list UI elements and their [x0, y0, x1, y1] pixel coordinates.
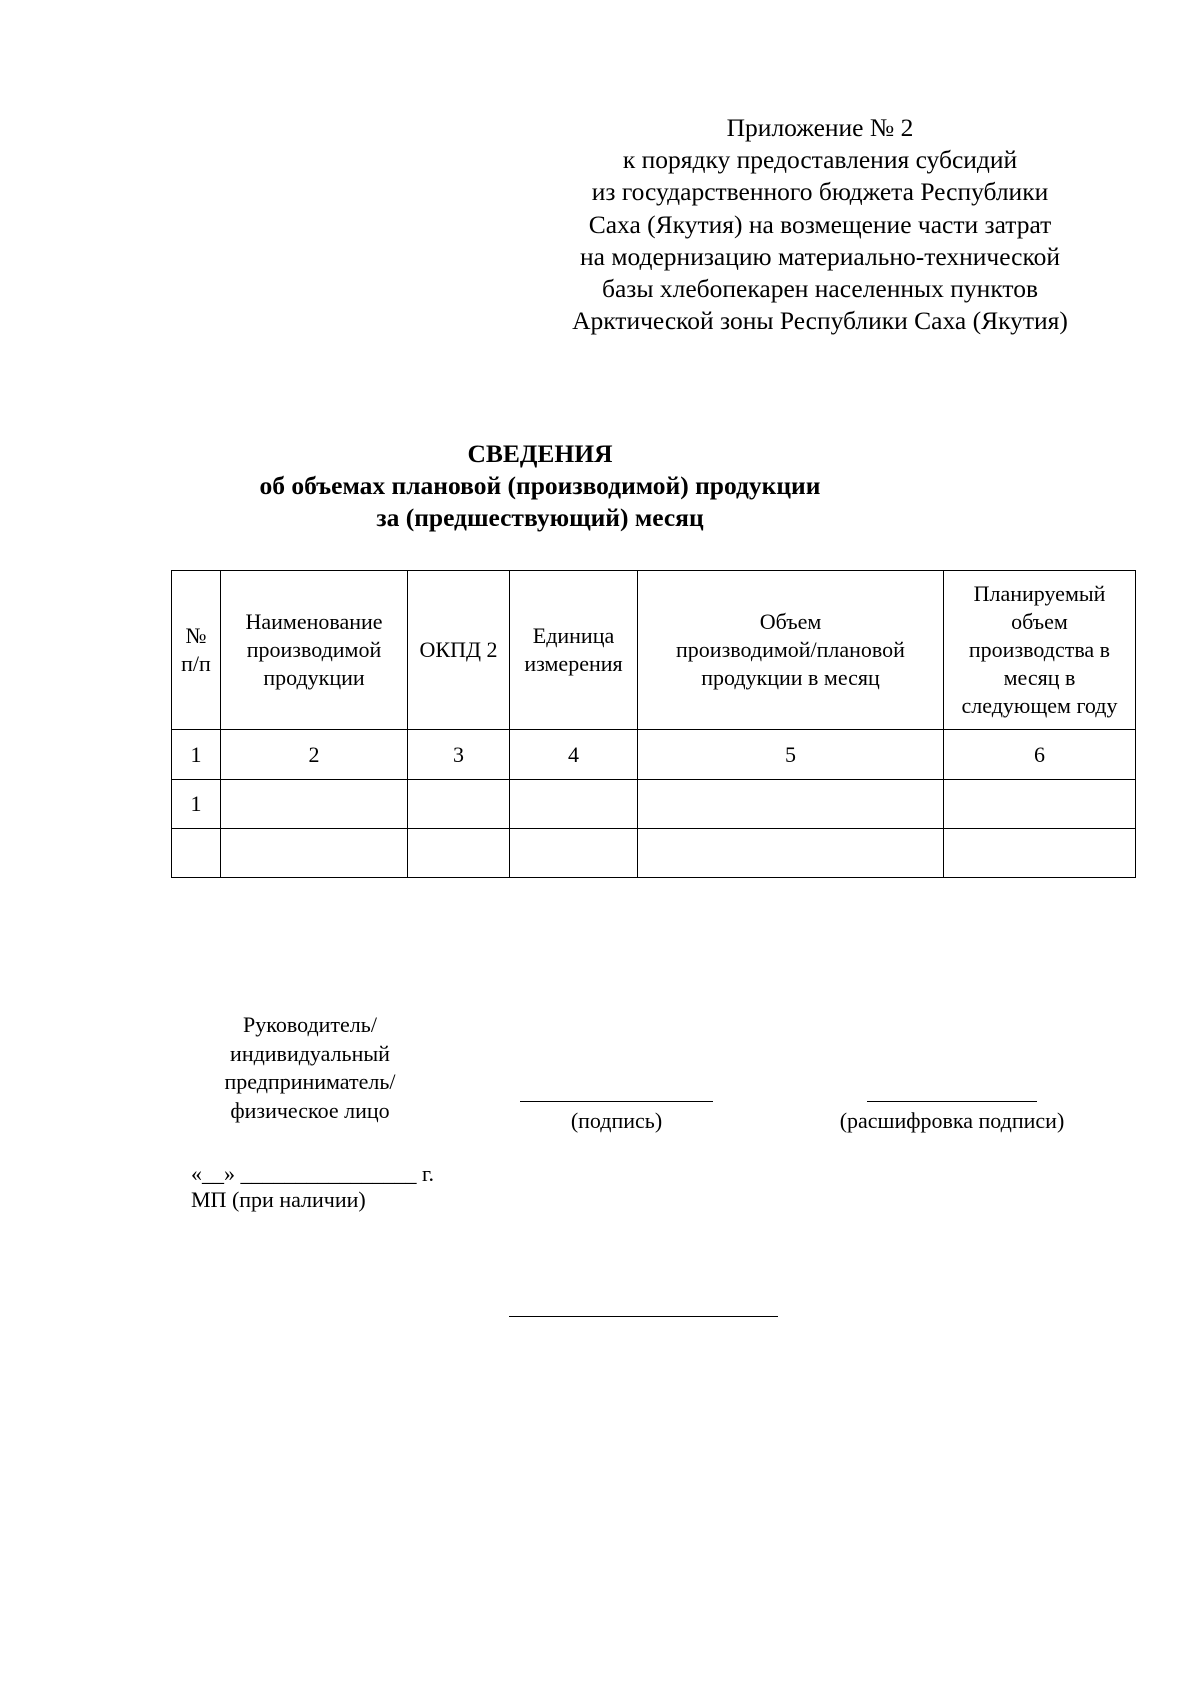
table-cell[interactable]: [408, 829, 510, 878]
table-cell[interactable]: [510, 829, 638, 878]
signature-line[interactable]: [520, 1101, 713, 1102]
column-number-cell: 4: [510, 730, 638, 780]
header-cell-number: № п/п: [172, 571, 221, 730]
signatory-role-line: предприниматель/: [224, 1069, 396, 1094]
column-number-row: [172, 730, 1136, 780]
table-cell[interactable]: [172, 829, 221, 878]
date-field[interactable]: «__» ________________ г.: [191, 1161, 435, 1186]
signatory-role-line: индивидуальный: [230, 1040, 390, 1066]
appendix-block: [520, 112, 1120, 337]
title-main: СВЕДЕНИЯ: [467, 439, 613, 468]
bottom-line: [509, 1316, 778, 1317]
appendix-line: к порядку предоставления субсидий: [622, 145, 1018, 175]
appendix-line: на модернизацию материально-технической: [580, 241, 1060, 271]
products-table: [171, 570, 1136, 878]
column-number-cell: 1: [172, 730, 221, 780]
signatory-role-line: Руководитель/: [243, 1012, 377, 1037]
signatory-role-line: физическое лицо: [230, 1097, 390, 1123]
table-cell[interactable]: [944, 780, 1136, 829]
table-cell[interactable]: [221, 829, 408, 878]
document-title: [200, 438, 880, 534]
stamp-label: МП (при наличии): [191, 1187, 366, 1212]
appendix-line: из государственного бюджета Республики: [591, 177, 1049, 207]
header-cell-planned: Планируемый объем производства в месяц в следующем году: [944, 571, 1136, 730]
title-line: за (предшествующий) месяц: [376, 503, 704, 532]
table-header-row: [172, 571, 1136, 730]
header-cell-unit: Единица измерения: [510, 571, 638, 730]
column-number-cell: 2: [221, 730, 408, 780]
column-number-cell: 5: [638, 730, 944, 780]
table-cell[interactable]: [408, 780, 510, 829]
table-row: [172, 780, 1136, 829]
header-cell-volume: Объем производимой/плановой продукции в месяц: [638, 571, 944, 730]
header-cell-okpd: ОКПД 2: [408, 571, 510, 730]
table-cell[interactable]: [221, 780, 408, 829]
signature-decoding-line[interactable]: [867, 1101, 1037, 1102]
column-number-cell: 6: [944, 730, 1136, 780]
appendix-line: Саха (Якутия) на возмещение части затрат: [588, 209, 1052, 239]
column-number-cell: 3: [408, 730, 510, 780]
signatory-role: [195, 1011, 425, 1125]
title-line: об объемах плановой (производимой) продукции: [259, 471, 821, 500]
table-cell[interactable]: [944, 829, 1136, 878]
appendix-line: Арктической зоны Республики Саха (Якутия): [572, 306, 1068, 336]
appendix-line: Приложение № 2: [726, 113, 914, 142]
table-row: [172, 829, 1136, 878]
signature-label: (подпись): [570, 1108, 663, 1133]
table-cell[interactable]: [510, 780, 638, 829]
signature-decoding-label: (расшифровка подписи): [839, 1108, 1065, 1133]
header-cell-product-name: Наименование производимой продукции: [221, 571, 408, 730]
appendix-line: базы хлебопекарен населенных пунктов: [602, 274, 1038, 304]
table-cell[interactable]: [638, 829, 944, 878]
table-cell[interactable]: [638, 780, 944, 829]
table-cell[interactable]: 1: [172, 780, 221, 829]
